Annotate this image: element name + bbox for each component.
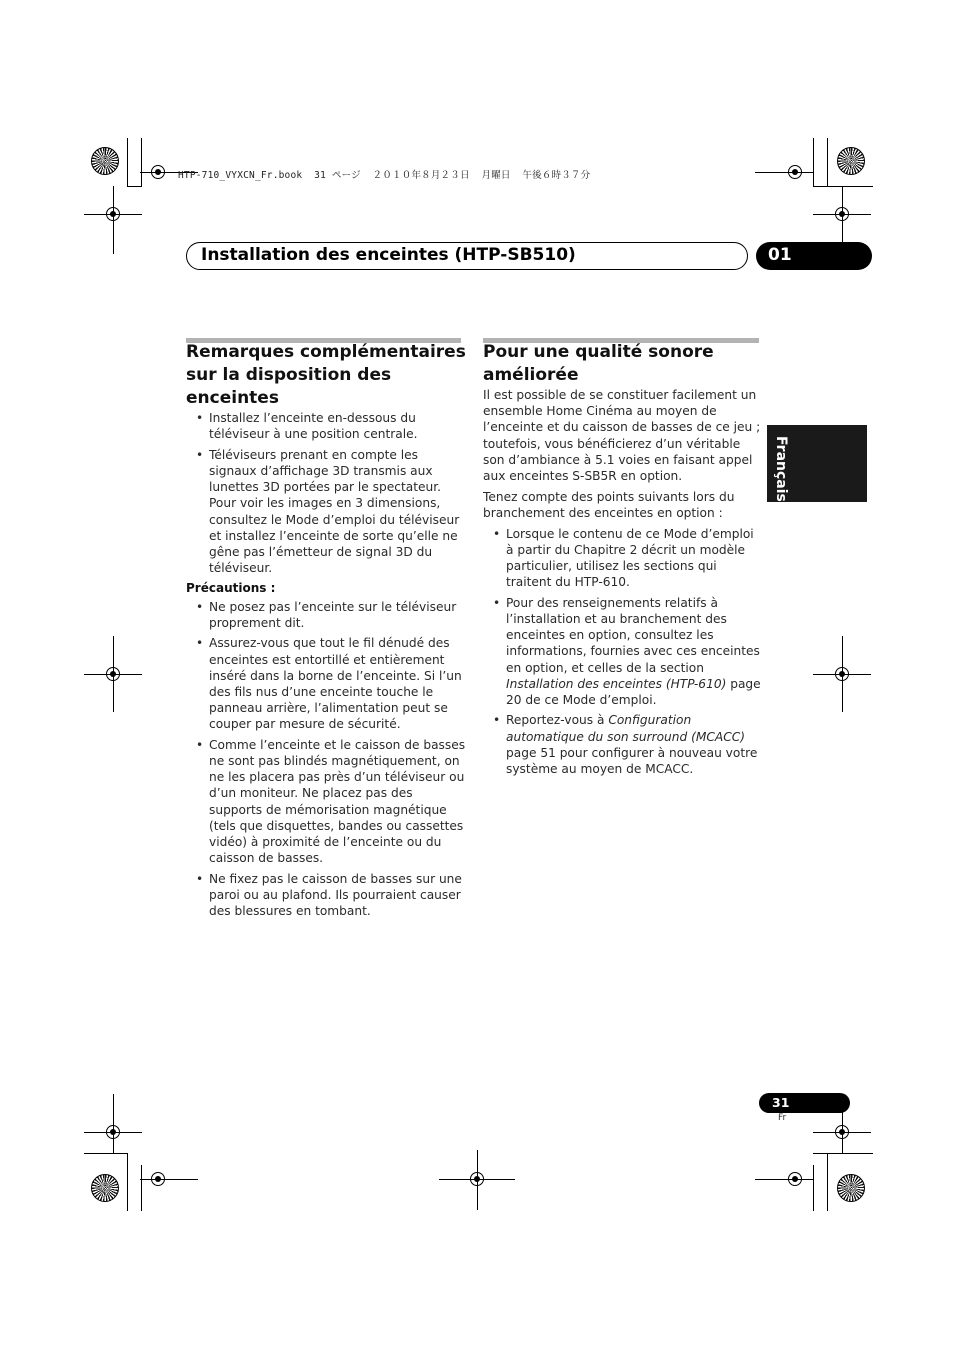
registration-star-icon (837, 1174, 865, 1202)
crop-line (827, 138, 828, 186)
crop-line (113, 636, 114, 712)
bullet-icon: • (493, 526, 501, 541)
list-item (186, 410, 466, 442)
list-item (483, 595, 763, 708)
list-item-text: Assurez-vous que tout le fil dénudé des enceintes est entortillé et entièrement inséré dans la borne de l’enceinte. Si l’un des fils nus d’une enceinte touche le panneau arrière, l’alimentation peut se couper par mesure de sécurité. (209, 636, 462, 732)
cross-reference: Installation des enceintes (HTP-610) (506, 676, 727, 691)
list-item-text: Reportez-vous à (506, 713, 609, 728)
crop-line (113, 186, 114, 254)
list-item-text: page 51 pour configurer à nouveau votre système au moyen de MCACC. (506, 745, 758, 777)
crop-line (477, 1150, 478, 1210)
crop-line (813, 1153, 873, 1154)
registration-star-icon (91, 147, 119, 175)
print-header: HTP-710_VYXCN_Fr.book 31 ページ ２０１０年８月２３日 月曜日 午後６時３７分 (178, 170, 591, 181)
list-item-text: Lorsque le contenu de ce Mode d’emploi à partir du Chapitre 2 décrit un modèle particulier, utilisez les sections qui traitent du HTP-610. (506, 526, 754, 590)
registration-star-icon (91, 1174, 119, 1202)
heading-line: enceintes (186, 388, 279, 408)
crop-line (127, 1153, 128, 1211)
left-section-heading (186, 341, 476, 410)
list-item (483, 526, 763, 591)
page-language: Fr (778, 1113, 787, 1123)
list-item-text: Ne posez pas l’enceinte sur le téléviseur proprement dit. (209, 599, 457, 630)
crop-line (813, 1165, 814, 1211)
heading-line: améliorée (483, 365, 579, 385)
list-item-text: Ne fixez pas le caisson de basses sur une paroi ou au plafond. Ils pourraient causer des blessures en tombant. (209, 871, 462, 919)
crop-line (813, 138, 814, 186)
crop-line (84, 1153, 128, 1154)
bullet-icon: • (196, 871, 204, 886)
list-item (186, 737, 466, 867)
crop-line (755, 1179, 813, 1180)
chapter-title: Installation des enceintes (HTP-SB510) (201, 245, 576, 265)
language-tab (767, 425, 867, 502)
heading-line: Pour une qualité sonore (483, 342, 714, 362)
bullet-icon: • (196, 737, 204, 752)
crop-line (813, 186, 873, 187)
chapter-number: 01 (768, 245, 792, 265)
intro-paragraph-2: Tenez compte des points suivants lors du branchement des enceintes en option : (483, 489, 735, 520)
crop-line (127, 186, 142, 187)
heading-line: Remarques complémentaires (186, 342, 466, 362)
list-item (186, 635, 466, 732)
language-tab-label: Français (773, 436, 789, 502)
list-item-text: Pour des renseignements relatifs à l’installation et au branchement des enceintes en option, consultez les informations, fournies avec ces enceintes en option, et celles de la section (506, 595, 760, 675)
registration-star-icon (837, 147, 865, 175)
crop-line (127, 138, 128, 186)
bullet-icon: • (493, 713, 501, 728)
list-item-text: Comme l’enceinte et le caisson de basses ne sont pas blindés magnétiquement, on ne les placera pas près d’un téléviseur ou d’un moniteur. Ne placez pas des supports de mémorisation magnétique (tels que disquettes, bandes ou cassettes vidéo) à proximité de l’enceinte ou du caisson de basses. (209, 737, 466, 866)
list-item (483, 712, 763, 777)
list-item-text: Installez l’enceinte en-dessous du téléviseur à une position centrale. (209, 411, 418, 442)
bullet-icon: • (493, 595, 501, 610)
intro-paragraph: Il est possible de se constituer facilement un ensemble Home Cinéma au moyen de l’enceinte et du caisson de basses de ce jeu ; toutefois, vous bénéficierez d’un véritable son d’ambiance à 5.1 voies en faisant appel aux enceintes S-SB5R en option. (483, 388, 761, 484)
cross-reference: Configuration automatique du son surround (MCACC) (506, 713, 746, 744)
left-bullets (186, 410, 466, 576)
heading-line: sur la disposition des (186, 365, 392, 385)
crop-line (755, 172, 813, 173)
precautions-list (186, 599, 466, 920)
right-bullets (483, 526, 763, 778)
right-column-body (483, 387, 763, 782)
right-section-heading (483, 341, 763, 387)
chapter-number-badge (756, 242, 872, 270)
bullet-icon: • (196, 447, 204, 462)
list-item (186, 447, 466, 577)
left-column-body (186, 410, 466, 924)
chapter-header (186, 242, 748, 270)
list-item (186, 599, 466, 631)
crop-line (842, 636, 843, 712)
list-item-text: Téléviseurs prenant en compte les signaux d’affichage 3D transmis aux lunettes 3D portées par le spectateur. Pour voir les images en 3 dimensions, consultez le Mode d’emploi du téléviseur et installez l’enceinte de sorte qu’elle ne gêne pas l’émetteur de signal 3D du téléviseur. (209, 447, 460, 576)
crop-line (141, 1165, 142, 1211)
bullet-icon: • (196, 599, 204, 614)
page-number-badge (759, 1093, 850, 1113)
list-item-text: page 20 de ce Mode d’emploi. (506, 676, 761, 707)
crop-line (141, 138, 142, 186)
list-item (186, 871, 466, 920)
crop-line (113, 1094, 114, 1154)
crop-line (140, 1179, 198, 1180)
bullet-icon: • (196, 411, 204, 425)
page-number: 31 (772, 1095, 790, 1110)
bullet-icon: • (196, 636, 204, 651)
crop-line (827, 1153, 828, 1211)
precautions-label: Précautions : (186, 580, 276, 595)
